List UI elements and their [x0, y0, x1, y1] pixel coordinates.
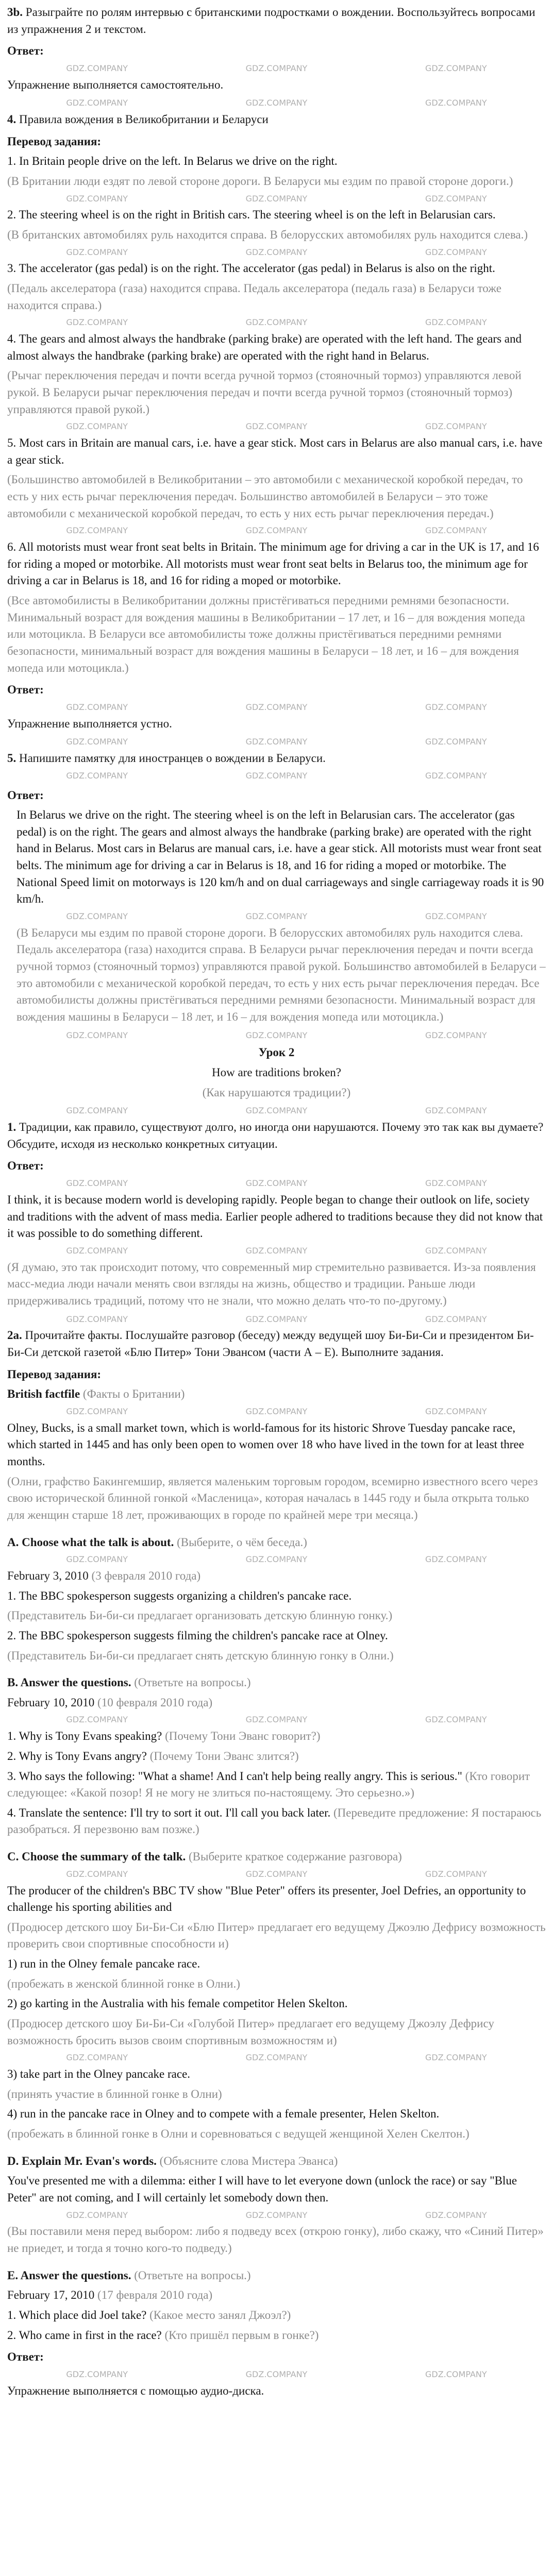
watermark: GDZ.COMPANY: [245, 526, 308, 536]
part-a-item-ru: (Представитель Би-би-си предлагает организовать детскую блинную гонку.): [7, 1609, 393, 1622]
watermark: GDZ.COMPANY: [425, 1178, 487, 1189]
watermark-row: [7, 317, 546, 329]
question-en: 4. Translate the sentence: I'll try to sort it out. I'll call you back later.: [7, 1806, 331, 1819]
watermark: GDZ.COMPANY: [66, 193, 128, 204]
watermark: GDZ.COMPANY: [425, 2210, 487, 2220]
part-d-title: D. Explain Mr. Evan's words.: [7, 2154, 157, 2167]
watermark: GDZ.COMPANY: [66, 2053, 128, 2063]
lesson-title: Урок 2: [258, 1046, 295, 1059]
item-ru: (Большинство автомобилей в Великобритании – это автомобили с механической коробкой передач, то есть у них есть рычаг переключения передач. Большинство автомобилей в Беларуси – это тоже автомобили с механической коробкой передач, то есть у них есть рычаг переключения передач.): [7, 473, 523, 520]
item-en: 6. All motorists must wear front seat belts in Britain. The minimum age for driving a car in the UK is 17, and 16 for riding a moped or motorbike. All motorists must wear front seat belts in Belarus too, the minimum age for driving a car in Belarus is 18, and 16 for riding a moped or motorbike.: [7, 540, 539, 587]
task-text: Прочитайте факты. Послушайте разговор (беседу) между ведущей шоу Би-Би-Си и президентом Би-Би-Си детской газетой «Блю Питер» Тони Эвансом (части А – Е). Выполните задания.: [7, 1329, 534, 1359]
answer-label: Ответ:: [7, 788, 44, 802]
question-en: 2. Who came in first in the race?: [7, 2328, 162, 2342]
answer-label: Ответ:: [7, 683, 44, 697]
watermark: GDZ.COMPANY: [425, 1314, 487, 1324]
factfile-heading: [7, 1386, 546, 1403]
watermark: GDZ.COMPANY: [66, 421, 128, 432]
watermark: GDZ.COMPANY: [66, 1869, 128, 1879]
part-e-question: [7, 2327, 546, 2344]
item-en: 2. The steering wheel is on the right in British cars. The steering wheel is on the left in Belarusian cars.: [7, 208, 496, 222]
watermark: GDZ.COMPANY: [245, 1554, 308, 1565]
question-ru: (Почему Тони Эванс говорит?): [165, 1730, 321, 1743]
watermark-row: [7, 97, 546, 109]
watermark: GDZ.COMPANY: [245, 63, 308, 73]
question-ru: (Почему Тони Эванс злится?): [149, 1749, 299, 1762]
part-c-intro-ru: (Продюсер детского шоу Би-Би-Си «Блю Питер» предлагает его ведущему Джоэлю Дефрису возможность проверить свои спортивные способности и): [7, 1920, 546, 1951]
watermark: GDZ.COMPANY: [425, 63, 487, 73]
watermark: GDZ.COMPANY: [66, 526, 128, 536]
exercise-number: 1.: [7, 1121, 16, 1134]
exercise-1-task: [7, 1119, 546, 1153]
watermark: GDZ.COMPANY: [425, 1406, 487, 1416]
date-ru: (10 февраля 2010 года): [97, 1696, 213, 1709]
exercise-3b-task: [7, 4, 546, 38]
watermark: GDZ.COMPANY: [66, 911, 128, 922]
question-ru: (Кто пришёл первым в гонке?): [164, 2328, 319, 2342]
part-d-title-ru: (Объясните слова Мистера Эванса): [159, 2154, 338, 2167]
part-c-title-ru: (Выберите краткое содержание разговора): [189, 1850, 402, 1863]
watermark-row: [7, 770, 546, 782]
watermark-row: [7, 1314, 546, 1326]
item-ru: (В британских автомобилях руль находится справа. В белорусских автомобилях руль находится слева.): [7, 228, 528, 242]
watermark-row: [7, 1554, 546, 1566]
factfile-title-ru: (Факты о Британии): [82, 1387, 185, 1401]
question-en: 1. Which place did Joel take?: [7, 2309, 147, 2322]
part-c-title: C. Choose the summary of the talk.: [7, 1850, 186, 1863]
watermark-row: [7, 1869, 546, 1880]
watermark: GDZ.COMPANY: [245, 317, 308, 328]
watermark-row: [7, 421, 546, 433]
question-ru: (Какое место занял Джоэл?): [149, 2309, 291, 2322]
answer-text: Упражнение выполняется самостоятельно.: [7, 78, 224, 91]
exercise-1: [7, 1119, 546, 1309]
watermark: GDZ.COMPANY: [66, 1715, 128, 1725]
part-c-item-ru: (принять участие в блинной гонке в Олни): [7, 2087, 222, 2100]
answer-label: Ответ:: [7, 1159, 44, 1173]
watermark-row: [7, 1030, 546, 1042]
watermark: GDZ.COMPANY: [245, 1869, 308, 1879]
watermark: GDZ.COMPANY: [66, 1030, 128, 1040]
watermark: GDZ.COMPANY: [66, 1245, 128, 1256]
date-ru: (3 февраля 2010 года): [91, 1569, 201, 1582]
exercise-number: 2a.: [7, 1329, 22, 1342]
date-en: February 17, 2010: [7, 2289, 95, 2302]
watermark-row: [7, 2210, 546, 2222]
exercise-5-task: [7, 750, 546, 767]
watermark-row: [7, 247, 546, 259]
watermark: GDZ.COMPANY: [245, 702, 308, 713]
date-en: February 10, 2010: [7, 1696, 95, 1709]
watermark: GDZ.COMPANY: [245, 770, 308, 781]
part-a-heading: [7, 1534, 546, 1551]
watermark: GDZ.COMPANY: [245, 737, 308, 747]
item-ru: (Все автомобилисты в Великобритании должны пристёгиваться передними ремнями безопасности. Минимальный возраст для вождения машины в Великобритании – 17 лет, и 16 – для вождения мопеда или мотоцикла. В Беларуси все автомобилисты тоже должны пристёгиваться передними ремнями безопасности, минимальный возраст для вождения машины в Беларуси – 18 лет, и 16 – для вождения мопеда или мотоцикла.): [7, 594, 525, 674]
watermark: GDZ.COMPANY: [245, 1245, 308, 1256]
item-ru: (В Британии люди ездят по левой стороне дороги. В Беларуси мы ездим по правой стороне дороги.): [7, 175, 513, 188]
watermark: GDZ.COMPANY: [245, 2369, 308, 2380]
answer-en: I think, it is because modern world is developing rapidly. People began to change their outlook on life, society and traditions with the advent of mass media. Earlier people adhered to traditions because they did not know that it was possible to do something different.: [7, 1193, 543, 1240]
watermark: GDZ.COMPANY: [425, 193, 487, 204]
watermark: GDZ.COMPANY: [425, 1869, 487, 1879]
part-b-title: B. Answer the questions.: [7, 1676, 131, 1689]
task-text: Традиции, как правило, существуют долго, но иногда они нарушаются. Почему это так как вы думаете? Обсудите, исходя из несколько конкретных ситуации.: [7, 1121, 544, 1150]
watermark: GDZ.COMPANY: [245, 193, 308, 204]
watermark-row: [7, 1178, 546, 1190]
date-ru: (17 февраля 2010 года): [97, 2289, 213, 2302]
part-b-date: [7, 1694, 546, 1711]
part-b-heading: [7, 1674, 546, 1691]
watermark: GDZ.COMPANY: [245, 1030, 308, 1040]
watermark: GDZ.COMPANY: [245, 2210, 308, 2220]
answer-text: Упражнение выполняется с помощью аудио-диска.: [7, 2384, 264, 2397]
part-b-title-ru: (Ответьте на вопросы.): [134, 1676, 251, 1689]
watermark: GDZ.COMPANY: [425, 1030, 487, 1040]
watermark-row: [7, 525, 546, 537]
lesson-heading: [7, 1044, 546, 1101]
exercise-number: 5.: [7, 752, 16, 765]
part-c-item: 1) run in the Olney female pancake race.: [7, 1957, 200, 1971]
watermark-row: [7, 193, 546, 205]
watermark: GDZ.COMPANY: [245, 911, 308, 922]
part-c-intro: The producer of the children's BBC TV show "Blue Peter" offers its presenter, Joel Defries, an opportunity to challenge his sporting abilities and: [7, 1884, 526, 1914]
part-a-date: [7, 1568, 546, 1585]
watermark-row: [7, 1714, 546, 1726]
watermark: GDZ.COMPANY: [66, 2210, 128, 2220]
watermark-row: [7, 2052, 546, 2064]
factfile-title: British factfile: [7, 1387, 80, 1401]
part-a-item: 1. The BBC spokesperson suggests organizing a children's pancake race.: [7, 1589, 352, 1602]
part-e-title: E. Answer the questions.: [7, 2268, 131, 2282]
factfile-en: Olney, Bucks, is a small market town, which is world-famous for its historic Shrove Tuesday pancake race, which started in 1445 and has only been open to women over 18 who have lived in the town for at least three months.: [7, 1421, 524, 1468]
exercise-3b: [7, 4, 546, 93]
part-b-question: [7, 1728, 546, 1745]
watermark: GDZ.COMPANY: [425, 2053, 487, 2063]
watermark-row: [7, 1105, 546, 1117]
item-en: 3. The accelerator (gas pedal) is on the right. The accelerator (gas pedal) in Belarus is also on the right.: [7, 262, 495, 275]
watermark: GDZ.COMPANY: [425, 1715, 487, 1725]
task-text: Напишите памятку для иностранцев о вождении в Беларуси.: [19, 752, 326, 765]
part-e-question: [7, 2307, 546, 2324]
task-text: Разыграйте по ролям интервью с британскими подростками о вождении. Воспользуйтесь вопросами из упражнения 2 и текстом.: [7, 6, 535, 36]
item-en: 5. Most cars in Britain are manual cars, i.e. have a gear stick. Most cars in Belarus are also manual cars, i.e. have a gear stick.: [7, 436, 543, 466]
factfile-ru: (Олни, графство Бакингемшир, является маленьким торговым городом, всемирно известного всего через свою исторической блинной гонкой «Масленица», которая началась в 1445 году и была открыта только для женщин старше 18 лет, проживающих в городе по крайней мере три месяца.): [7, 1475, 538, 1521]
lesson-subtitle-ru: (Как нарушаются традиции?): [202, 1086, 351, 1099]
lesson-subtitle-en: How are traditions broken?: [211, 1066, 341, 1079]
part-c-item-ru: (Продюсер детского шоу Би-Би-Си «Голубой Питер» предлагает его ведущему Джоэлу Дефрису возможность бросить вызов своим спортивным возможностям и): [7, 2017, 494, 2047]
question-ru: (Переведите предложение: Я постараюсь разобраться. Я перезвоню вам позже.): [7, 1806, 542, 1836]
part-c-item-ru: (пробежать в блинной гонке в Олни и соревноваться с ведущей женщиной Хелен Скелтон.): [7, 2127, 470, 2141]
part-c-item: 2) go karting in the Australia with his female competitor Helen Skelton.: [7, 1997, 348, 2010]
watermark: GDZ.COMPANY: [66, 1106, 128, 1116]
part-e-heading: [7, 2267, 546, 2284]
translation-label: Перевод задания:: [7, 134, 102, 148]
answer-ru: (В Беларуси мы ездим по правой стороне дороги. В белорусских автомобилях руль находится слева. Педаль акселератора (газа) находится справа. В Беларуси рычаг переключения передач и почти всегда ручной тормоз (стояночный тормоз) управляются правой рукой. Большинство автомобилей в Беларуси – это автомобили с механической коробкой передач, то есть у них есть рычаг переключения передач. Все автомобилисты должны пристёгиваться передними ремнями безопасности. Минимальный возраст для вождения машины в Беларуси – 18 лет, и 16 – для вождения мопеда или мотоцикла.): [16, 926, 546, 1024]
part-b-question: [7, 1805, 546, 1838]
answer-text: Упражнение выполняется устно.: [7, 717, 172, 730]
translation-label: Перевод задания:: [7, 1367, 102, 1381]
answer-label: Ответ:: [7, 44, 44, 58]
watermark: GDZ.COMPANY: [66, 770, 128, 781]
watermark: GDZ.COMPANY: [425, 737, 487, 747]
item-en: 4. The gears and almost always the handbrake (parking brake) are operated with the left hand. The gears and almost always the handbrake (parking brake) are operated with the right hand in Belarus.: [7, 332, 522, 362]
watermark: GDZ.COMPANY: [425, 702, 487, 713]
date-en: February 3, 2010: [7, 1569, 89, 1582]
part-d-heading: [7, 2153, 546, 2170]
watermark: GDZ.COMPANY: [66, 317, 128, 328]
watermark: GDZ.COMPANY: [245, 1406, 308, 1416]
watermark: GDZ.COMPANY: [425, 421, 487, 432]
item-ru: (Педаль акселератора (газа) находится справа. Педаль акселератора (педаль газа) в Беларуси тоже находится справа.): [7, 282, 501, 312]
part-a-item-ru: (Представитель Би-би-си предлагает снять детскую блинную гонку в Олни.): [7, 1649, 394, 1662]
part-a-item: 2. The BBC spokesperson suggests filming the children's pancake race at Olney.: [7, 1629, 388, 1642]
watermark: GDZ.COMPANY: [425, 911, 487, 922]
part-a-title-ru: (Выберите, о чём беседа.): [177, 1535, 307, 1549]
part-c-heading: [7, 1849, 546, 1866]
part-b-question: [7, 1768, 546, 1802]
part-c-item-ru: (пробежать в женской блинной гонке в Олни.): [7, 1977, 240, 1990]
watermark: GDZ.COMPANY: [425, 1554, 487, 1565]
answer-label: Ответ:: [7, 2350, 44, 2364]
watermark: GDZ.COMPANY: [66, 98, 128, 108]
watermark-row: [7, 2369, 546, 2381]
watermark: GDZ.COMPANY: [245, 421, 308, 432]
question-en: 1. Why is Tony Evans speaking?: [7, 1730, 162, 1743]
watermark: GDZ.COMPANY: [425, 770, 487, 781]
watermark: GDZ.COMPANY: [66, 1314, 128, 1324]
watermark: GDZ.COMPANY: [66, 1178, 128, 1189]
watermark: GDZ.COMPANY: [66, 737, 128, 747]
watermark: GDZ.COMPANY: [66, 2369, 128, 2380]
watermark: GDZ.COMPANY: [245, 98, 308, 108]
watermark: GDZ.COMPANY: [66, 702, 128, 713]
question-ru: (Кто говорит следующее: «Какой позор! Я не могу не злиться по-настоящему. Это серьезно.»): [7, 1769, 530, 1800]
watermark: GDZ.COMPANY: [66, 247, 128, 257]
exercise-2a-task: [7, 1327, 546, 1361]
part-c-item: 3) take part in the Olney pancake race.: [7, 2067, 191, 2081]
part-d-text: You've presented me with a dilemma: either I will have to let everyone down (unlock the race) or say "Blue Peter" are not coming, and I will certainly let somebody down then.: [7, 2174, 517, 2205]
task-text: Правила вождения в Великобритании и Беларуси: [19, 113, 269, 126]
exercise-2a: [7, 1327, 546, 2399]
item-ru: (Рычаг переключения передач и почти всегда ручной тормоз (стояночный тормоз) управляются левой рукой. В Беларуси рычаг переключения передач и почти всегда ручной тормоз (стояночный тормоз) управляются правой рукой.): [7, 369, 522, 416]
watermark: GDZ.COMPANY: [66, 63, 128, 73]
watermark: GDZ.COMPANY: [245, 2053, 308, 2063]
watermark-row: [7, 736, 546, 748]
answer-ru: (Я думаю, это так происходит потому, что современный мир стремительно развивается. Из-за появления масс-медиа люди начали менять свои взгляды на жизнь, общество и традиции. Раньше люди придерживались традиций, потому что не знали, что можно делать что-то по-другому.): [7, 1260, 536, 1307]
watermark: GDZ.COMPANY: [245, 1178, 308, 1189]
watermark-row: [7, 911, 546, 923]
part-c-item: 4) run in the pancake race in Olney and to compete with a female presenter, Helen Skelton.: [7, 2107, 440, 2121]
watermark: GDZ.COMPANY: [245, 247, 308, 257]
item-en: 1. In Britain people drive on the left. In Belarus we drive on the right.: [7, 155, 338, 168]
watermark-row: [7, 702, 546, 714]
part-e-title-ru: (Ответьте на вопросы.): [134, 2268, 251, 2282]
watermark-row: [7, 63, 546, 75]
exercise-number: 3b.: [7, 6, 23, 19]
watermark-row: [7, 1245, 546, 1257]
part-e-date: [7, 2287, 546, 2304]
watermark: GDZ.COMPANY: [425, 317, 487, 328]
watermark: GDZ.COMPANY: [425, 1106, 487, 1116]
watermark: GDZ.COMPANY: [245, 1314, 308, 1324]
watermark: GDZ.COMPANY: [425, 247, 487, 257]
part-b-question: [7, 1748, 546, 1765]
watermark: GDZ.COMPANY: [425, 526, 487, 536]
answer-en: In Belarus we drive on the right. The steering wheel is on the left in Belarusian cars. The accelerator (gas pedal) is on the right. The gears and almost always the handbrake (parking brake) are operated with the right hand in Belarus. Most cars in Belarus are manual cars, i.e. have a gear stick. All motorists must wear front seat belts. The minimum age for driving a car in Belarus is 18, and 16 for riding a moped or motorbike. The National Speed limit on motorways is 120 km/h and on dual carriageways and single carriageway roads it is 90 km/h.: [16, 808, 544, 906]
watermark: GDZ.COMPANY: [425, 2369, 487, 2380]
question-en: 3. Who says the following: "What a shame! And I can't help being really angry. This is serious.": [7, 1769, 462, 1783]
exercise-4-task: [7, 111, 546, 128]
watermark: GDZ.COMPANY: [425, 1245, 487, 1256]
watermark: GDZ.COMPANY: [66, 1406, 128, 1416]
exercise-5: [7, 750, 546, 1026]
watermark: GDZ.COMPANY: [66, 1554, 128, 1565]
exercise-4: [7, 111, 546, 732]
question-en: 2. Why is Tony Evans angry?: [7, 1749, 147, 1762]
exercise-number: 4.: [7, 113, 16, 126]
part-a-title: A. Choose what the talk is about.: [7, 1535, 174, 1549]
watermark: GDZ.COMPANY: [245, 1106, 308, 1116]
watermark-row: [7, 1406, 546, 1418]
watermark: GDZ.COMPANY: [425, 98, 487, 108]
part-d-text-ru: (Вы поставили меня перед выбором: либо я подведу всех (открою гонку), либо скажу, что «Синий Питер» не приедет, и тогда я точно кого-то подведу.): [7, 2225, 544, 2255]
watermark: GDZ.COMPANY: [245, 1715, 308, 1725]
